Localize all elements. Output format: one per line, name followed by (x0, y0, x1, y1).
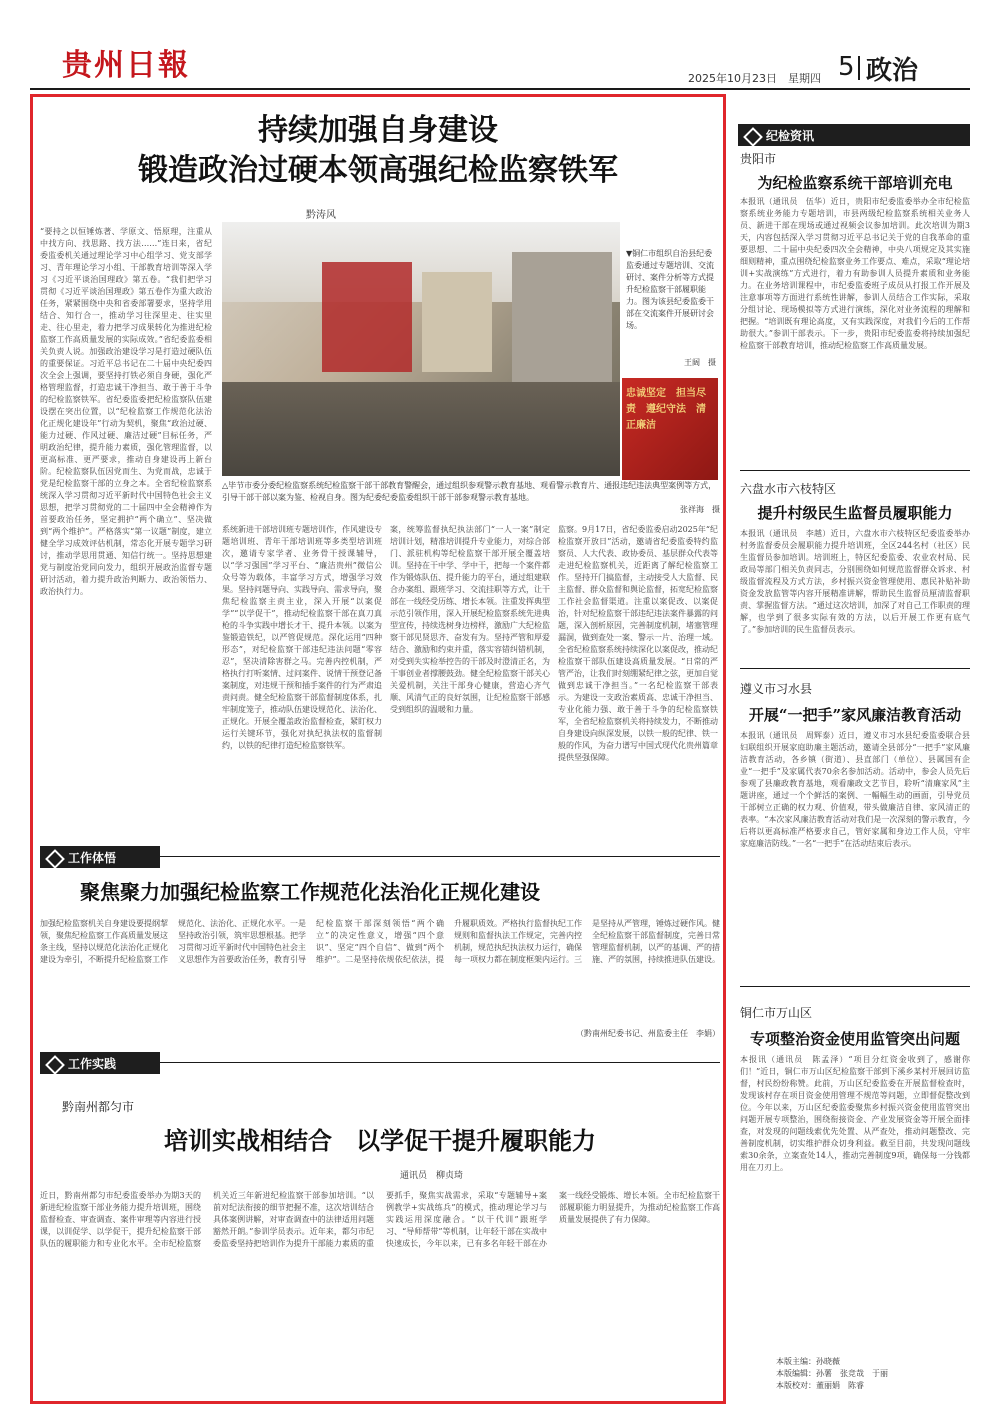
news2-title: 提升村级民生监督员履职能力 (757, 504, 953, 522)
tag-work-practice: 工作实践 (40, 1052, 160, 1074)
issue-date: 2025年10月23日 星期四 (688, 72, 821, 85)
footer-editor: 本版主编：孙晓薇 (776, 1357, 840, 1366)
sidebar-divider-1 (740, 470, 970, 471)
article3-body: 近日，黔南州都匀市纪委监委举办为期3天的新进纪检监察干部业务能力提升培训班，围绕监督检查、审查调查、案件审理等内容进行授课，以训促学、以学促干，提升纪检监察干部队伍的履职能力和专业化水平。全市纪检监察机关近三年新进纪检监察干部参加培训。“以前对纪法衔接的细节把握不准，这次培训结合具体案例讲解，对审查调查中的法律适用问题豁然开朗。”参训学员表示。近年来，都匀市纪委监委坚持把培训作为提升干部能力素质的重要抓手，聚焦实战需求，采取“专题辅导+案例教学+实战练兵”的模式，推动理论学习与实践运用深度融合。“以干代训”跟班学习、“导师帮带”等机制，让年轻干部在实战中快速成长，今年以来，已有多名年轻干部在办案一线经受锻炼、增长本领。全市纪检监察干部履职能力明显提升，为推动纪检监察工作高质量发展提供了有力保障。 (40, 1191, 720, 1248)
masthead-rule (30, 88, 970, 90)
article2-author: （黔南州纪委书记、州监委主任 李娟） (576, 1029, 720, 1038)
main-body-col-4: 监察。9月17日，省纪委监委启动2025年“纪检监察开放日”活动，邀请省纪委监委特约监察员、人大代表、政协委员、基层群众代表等走进纪检监察机关，近距离了解纪检监察工作。坚持开门搞监督，主动接受人大监督、民主监督、群众监督和舆论监督，拓宽纪检监察工作社会监督渠道。注重以案促改、以案促治，针对纪检监察干部违纪违法案件暴露的问题，深入剖析原因，完善制度机制，堵塞管理漏洞，做到查处一案、警示一片、治理一域。全省纪检监察系统持续深化以案促改，推动纪检监察干部队伍建设高质量发展。“日常的严管严治，让我们时刻绷紧纪律之弦，更加自觉做到忠诚干净担当。”一名纪检监察干部表示。为建设一支政治素质高、忠诚干净担当、专业化能力强、敢于善于斗争的纪检监察铁军，全省纪检监察机关将持续发力，不断推动自身建设向纵深发展，以铁一般的纪律、铁一般的作风，为奋力谱写中国式现代化贵州篇章提供坚强保障。 (558, 525, 718, 762)
main-headline-2: 锻造政治过硬本领高强纪检监察铁军 (138, 153, 618, 188)
tag-rule (160, 856, 720, 857)
main-body-col-2: 系统新进干部培训班专题培训作，作风建设专题培训班、青年干部培训班等多类型培训班次，邀请专家学者、业务骨干授课辅导，以“学习强国”学习平台、“廉洁贵州”微信公众号等为载体，丰富学习方式，增强学习效果。坚持问题导向、实践导向、需求导向，聚焦纪检监察主责主业，深入开展“以案促学”“以学促干”，推动纪检监察干部在真刀真枪的斗争实践中增长才干、提升本领。以案为鉴锻造铁纪，以严管促规范。深化运用“四种形态”，对纪检监察干部违纪违法问题“零容忍”，坚决清除害群之马。完善内控机制，严格执行打听案情、过问案件、说情干预登记备案制度，对违规干预和插手案件的行为严肃追责问责。健全纪检监察干部监督制度体系，扎牢制度笼子，推动队伍建设规范化、法治化、正规化。开展全覆盖政治监督检查，紧盯权力运行关键环节，强化对执纪执法权的监督制约，以铁的纪律打造纪检监察铁军。 (222, 525, 382, 750)
footer-credits (776, 1356, 970, 1392)
news3-title: 开展“一把手”家风廉洁教育活动 (748, 706, 962, 724)
photo-credit-side: 王阔 摄 (684, 358, 716, 367)
article2-body: 加强纪检监察机关自身建设要提纲挈领，聚焦纪检监察工作高质量发展这条主线，坚持以规范化法治化正规化建设为牵引，不断提升纪检监察工作规范化、法治化、正规化水平。一是坚持政治引领，筑牢思想根基。把学习贯彻习近平新时代中国特色社会主义思想作为首要政治任务，教育引导纪检监察干部深刻领悟“两个确立”的决定性意义，增强“四个意识”、坚定“四个自信”、做到“两个维护”。二是坚持依规依纪依法，提升履职质效。严格执行监督执纪工作规则和监督执法工作规定，完善内控机制，规范执纪执法权力运行，确保每一项权力都在制度框架内运行。三是坚持从严管理，锤炼过硬作风。健全纪检监察干部监督制度，完善日常管理监督机制，以严的基调、严的措施、严的氛围，持续推进队伍建设。 (40, 919, 720, 964)
news4-region: 铜仁市万山区 (740, 1006, 813, 1020)
photo-caption-side: ▼铜仁市组织自治县纪委监委通过专题培训、交流研讨、案件分析等方式提升纪检监察干部履职能力。图为该县纪委监委干部在交流案件开展研讨会场。 (626, 249, 714, 330)
main-headline-1: 持续加强自身建设 (258, 113, 498, 148)
footer-proof: 本版校对：董丽娟 陈睿 (776, 1381, 864, 1390)
tag-work-insight: 工作体悟 (40, 846, 160, 868)
page-divider (858, 56, 860, 80)
sidebar-divider-2 (740, 668, 970, 669)
article3-byline: 通讯员 柳贞琦 (400, 1171, 464, 1181)
main-author: 黔涛风 (306, 210, 336, 221)
photo-caption-bottom: △毕节市委分委纪检监察系统纪检监察干部干部教育警醒会，通过组织参观警示教育基地、观看警示教育片、通报违纪违法典型案例等方式，引导干部干部以案为鉴、检视自身。图为纪委纪委监委组织干部干部参观警示教育基地。 (222, 481, 717, 502)
article2-title: 聚焦聚力加强纪检监察工作规范化法治化正规化建设 (80, 880, 540, 904)
news1-region: 贵阳市 (740, 152, 777, 166)
page-number: 5 (838, 52, 855, 82)
news1-title: 为纪检监察系统干部培训充电 (757, 174, 953, 192)
news3-region: 遵义市习水县 (740, 682, 813, 696)
photo-credit-bottom: 张祥海 摄 (680, 505, 720, 514)
main-body-col-3: 案，统筹监督执纪执法部门“一人一案”制定培训计划，精准培训提升专业能力，对综合部门、派驻机构等纪检监察干部开展全覆盖培训。坚持在干中学、学中干，把每一个案件都作为锻炼队伍、提升能力的平台，通过组建联合办案组、跟班学习、交流挂职等方式，让干部在一线经受历练、增长本领。注重发挥典型示范引领作用，深入开展纪检监察系统先进典型宣传，持续选树身边榜样，激励广大纪检监察干部见贤思齐、奋发有为。坚持严管和厚爱结合、激励和约束并重，落实容错纠错机制，对受到失实检举控告的干部及时澄清正名，为干事创业者撑腰鼓劲。健全纪检监察干部关心关爱机制，关注干部身心健康，营造心齐气顺、风清气正的良好氛围，让纪检监察干部感受到组织的温暖和力量。 (390, 525, 550, 714)
main-body-col-1: “要持之以恒锤炼著、学原文、悟原理，注重从中找方向、找思路、找方法……”连日来，省纪委监委机关通过理论学习中心组学习、党支部学习、青年理论学习小组、干部教育培训等深入学习《习近平谈治国理政》第五卷。“我们把学习贯彻《习近平谈治国理政》第五卷作为重大政治任务，紧紧围绕中央和省委部署要求，坚持学用结合、知行合一，推动学习往深里走、往实里走、往心里走，着力把学习成果转化为推进纪检监察工作高质量发展的实际成效。”省纪委监委相关负责人说。加强政治建设学习是打造过硬队伍的重要保证。习近平总书记在二十届中央纪委四次全会上强调，要坚持打铁必须自身硬，强化严格管理监督，打造忠诚干净担当、敢于善于斗争的纪检监察铁军。省纪委监委把纪检监察队伍建设摆在突出位置，以“纪检监察工作规范化法治化正规化建设年”行动为契机，聚焦“政治过硬、能力过硬、作风过硬、廉洁过硬”目标任务，严明政治纪律，提升能力素质，强化管理监督，以更高标准、更严要求，推动自身建设再上新台阶。纪检监察队伍因党而生、为党而战，忠诚于党是纪检监察干部的立身之本。全省纪检监察系统深入学习贯彻习近平新时代中国特色社会主义思想，把学习贯彻党的二十届四中全会精神作为首要政治任务，坚定拥护“两个确立”、坚决做到“两个维护”。严格落实“第一议题”制度，建立健全学习成效评估机制，常态化开展专题学习研讨，推动学思用贯通、知信行统一。坚持思想建党与制度治党同向发力，组织开展政治监督专题研讨活动，着力提升政治判断力、政治领悟力、政治执行力。 (40, 227, 212, 596)
section-title: 政治 (866, 56, 919, 86)
news1-body: 本报讯（通讯员 伍华）近日，贵阳市纪委监委举办全市纪检监察系统业务能力专题培训，市县两级纪检监察系统相关业务人员、新进干部在现场或通过视频会议参加培训。此次培训为期3天，内容包括深入学习贯彻习近平总书记关于党的自我革命的重要思想、二十届中央纪委四次全会精神，中央八项规定及其实施细则精神，重点围绕纪检监察业务工作要点、难点，采取“理论培训+实战演练”方式进行，着力有助参训人员提升素质和业务能力。在业务培训课程中，市纪委监委班子成员从打报工作开展及注意事项等方面进行系统性讲解，参训人员结合工作实际，采取分组讨论、现场模拟等方式进行演练，深化对业务流程的理解和把握。“培训既有理论高度，又有实践深度，对我们今后的工作帮助很大。”参训干部表示。下一步，贵阳市纪委监委将持续加强纪检监察干部教育培训，推动纪检监察工作高质量发展。 (740, 197, 970, 350)
article3-title: 培训实战相结合 以学促干提升履职能力 (164, 1126, 596, 1155)
main-photo-exhibit (222, 222, 620, 476)
news3-body: 本报讯（通讯员 周辉泰）近日，遵义市习水县纪委监委联合县妇联组织开展家庭助廉主题活动，邀请全县部分“一把手”家风廉洁教育活动，各乡镇（街道）、县直部门（单位）、县属国有企业“一把手”及家属代表70余名参加活动。活动中，参会人员先后参观了县廉政教育基地，观看廉政文艺节目，聆听“清廉家风”主题讲座，通过一个个鲜活的案例、一幅幅生动的画面，引导党员干部树立正确的权力观、价值观，带头做廉洁自律、家风清正的表率。“本次家风廉洁教育活动对我们是一次深刻的警示教育，今后将以更高标准严格要求自己，管好家属和身边工作人员，守牢家庭廉洁防线。”一名“一把手”在活动结束后表示。 (740, 731, 970, 848)
news4-body: 本报讯（通讯员 陈孟泽）“项目分红资金收到了，感谢你们！”近日，铜仁市万山区纪检监察干部到下溪乡某村开展回访监督，村民纷纷称赞。此前，万山区纪委监委在开展监督检查时，发现该村存在项目资金使用管理不规范等问题，立即督促整改到位。今年以来，万山区纪委监委聚焦乡村振兴资金使用监管突出问题开展专项整治，围绕衔接资金、产业发展资金等开展全面排查，对发现的问题线索优先处置、从严查处，推动问题整改、完善制度机制，切实维护群众切身利益。截至目前，共发现问题线索30余条，立案查处14人，推动完善制度9项，确保每一分钱都用在刀刃上。 (740, 1055, 970, 1172)
sidebar-divider-3 (740, 986, 970, 987)
article3-subtitle: 黔南州都匀市 (62, 1100, 135, 1114)
newspaper-logo: 贵州日報 (62, 48, 190, 83)
news2-body: 本报讯（通讯员 李越）近日，六盘水市六枝特区纪委监委举办村务监督委员会履职能力提升培训班，全区244名村（社区）民生监督员参加培训。培训班上，特区纪委监委、农业农村局、民政局等部门相关负责同志，分别围绕如何规范监督群众诉求、村级监督流程及方式方法，乡村振兴资金管理使用、惠民补贴补助资金发放监管等内容开展精准讲解，帮助民生监督员厘清监督职责、掌握监督方法。“通过这次培训，加深了对自己工作职责的理解，也学到了很多实际有效的方法，以后开展工作更有底气了。”参加培训的民生监督员表示。 (740, 529, 970, 634)
tag-discipline-news: 纪检资讯 (738, 124, 970, 146)
footer-staff: 本版编辑：孙薯 张竞哉 于丽 (776, 1369, 888, 1378)
inset-photo-banner (622, 378, 718, 480)
news2-region: 六盘水市六枝特区 (740, 482, 837, 496)
banner-text: 忠诚坚定 担当尽责 遵纪守法 清正廉洁 (626, 388, 706, 431)
news4-title: 专项整治资金使用监管突出问题 (749, 1030, 960, 1048)
tag-rule-2 (160, 1062, 720, 1063)
